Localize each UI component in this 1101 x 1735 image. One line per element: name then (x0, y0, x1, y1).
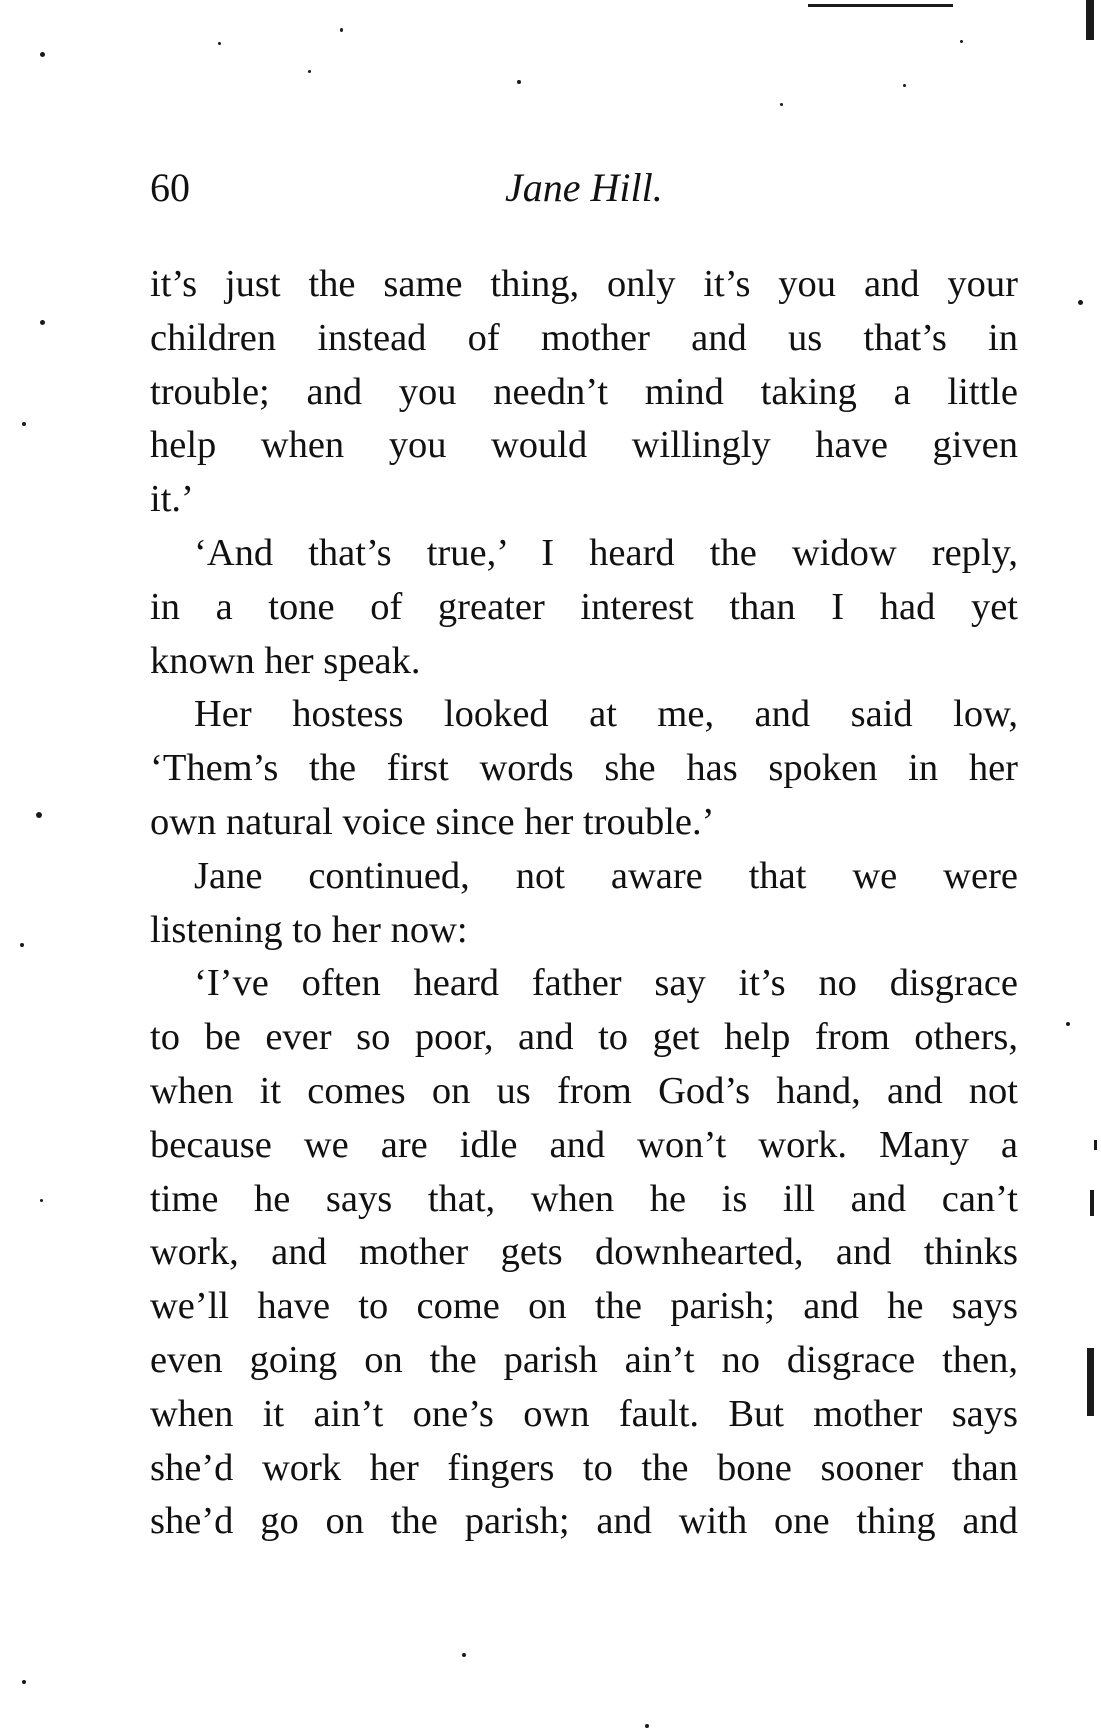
scan-speck (1066, 1022, 1070, 1026)
scan-edge-mark (808, 4, 953, 7)
text-line: it.’ (150, 478, 194, 521)
scan-speck (40, 320, 45, 325)
text-line: time he says that, when he is ill and can’t (150, 1177, 1018, 1220)
page-number: 60 (150, 165, 190, 210)
text-line: trouble; and you needn’t mind taking a little (150, 370, 1018, 413)
scan-speck (645, 1724, 649, 1728)
text-line: she’d go on the parish; and with one thing and (150, 1500, 1018, 1543)
scan-edge-mark (1087, 1348, 1094, 1416)
text-line: it’s just the same thing, only it’s you and your (150, 263, 1018, 305)
scan-edge-mark (1086, 0, 1094, 40)
text-line: when it ain’t one’s own fault. But mother says (150, 1392, 1018, 1435)
text-line: to be ever so poor, and to get help from others, (150, 1016, 1018, 1059)
scan-edge-mark (1090, 1190, 1094, 1216)
text-line: ‘I’ve often heard father say it’s no disgrace (194, 962, 1018, 1005)
running-title: Jane Hill. (505, 165, 663, 210)
text-line: when it comes on us from God’s hand, and not (150, 1069, 1018, 1112)
scan-speck (340, 28, 343, 32)
scan-speck (960, 40, 963, 43)
scan-speck (22, 1680, 26, 1684)
scan-speck (308, 70, 311, 73)
text-line: help when you would willingly have given (150, 424, 1018, 467)
scan-speck (780, 103, 783, 106)
scan-speck (462, 1653, 466, 1657)
text-line: we’ll have to come on the parish; and he says (150, 1285, 1018, 1328)
text-line: Jane continued, not aware that we were (194, 854, 1018, 897)
scan-speck (36, 812, 42, 818)
text-line: ‘Them’s the first words she has spoken in her (150, 747, 1018, 790)
body-text (150, 258, 1018, 1549)
scan-speck (903, 84, 906, 87)
text-line: Her hostess looked at me, and said low, (194, 693, 1018, 736)
scan-speck (1078, 300, 1083, 305)
text-line: listening to her now: (150, 908, 468, 951)
text-line: in a tone of greater interest than I had yet (150, 585, 1018, 628)
scan-edge-mark (1094, 1140, 1097, 1150)
text-line: she’d work her fingers to the bone sooner than (150, 1446, 1018, 1489)
scan-speck (40, 52, 45, 57)
text-line: because we are idle and won’t work. Many a (150, 1123, 1018, 1166)
text-line: even going on the parish ain’t no disgrace then, (150, 1338, 1018, 1381)
scan-speck (517, 80, 521, 84)
text-line: known her speak. (150, 639, 421, 682)
scan-speck (218, 42, 221, 45)
text-line: children instead of mother and us that’s in (150, 316, 1018, 359)
text-line: own natural voice since her trouble.’ (150, 800, 715, 843)
scan-speck (22, 422, 26, 426)
text-line: work, and mother gets downhearted, and thinks (150, 1231, 1018, 1274)
scan-speck (20, 943, 24, 947)
text-line: ‘And that’s true,’ I heard the widow reply, (194, 531, 1018, 574)
scan-speck (40, 1199, 43, 1202)
page-header (150, 165, 1020, 228)
